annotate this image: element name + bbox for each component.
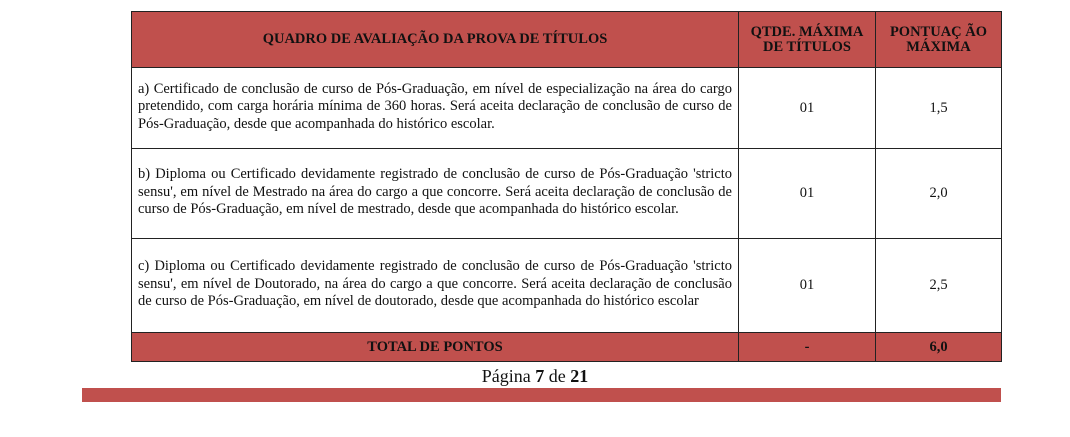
total-quantity: - <box>739 333 876 362</box>
row-description: a) Certificado de conclusão de curso de Pós-Graduação, em nível de especialização na área do cargo pretendido, com carga horária mínima de 360 horas. Será aceita declaração de conclusão de curso de Pós-Graduação, desde que acompanhada do histórico escolar. <box>132 68 739 149</box>
header-max-points: PONTUAÇ ÃO MÁXIMA <box>876 12 1002 68</box>
table-row <box>132 239 1002 333</box>
total-pages: 21 <box>570 366 589 386</box>
page-number <box>0 366 1070 387</box>
row-description: b) Diploma ou Certificado devidamente registrado de conclusão de curso de Pós-Graduação 'stricto sensu', em nível de Mestrado na área do cargo a que concorre. Será aceita declaração de conclusão de curso de Pós-Graduação, em nível de mestrado, desde que acompanhada do histórico escolar. <box>132 149 739 239</box>
table-header-row <box>132 12 1002 68</box>
table-row <box>132 68 1002 149</box>
page-separator: de <box>544 366 571 386</box>
row-description: c) Diploma ou Certificado devidamente registrado de conclusão de curso de Pós-Graduação 'stricto sensu', em nível de Doutorado, na área do cargo a que concorre. Será aceita declaração de conclusão de curso de Pós-Graduação, em nível de doutorado, desde que acompanhada do histórico escolar <box>132 239 739 333</box>
header-description: QUADRO DE AVALIAÇÃO DA PROVA DE TÍTULOS <box>132 12 739 68</box>
page-prefix: Página <box>481 366 536 386</box>
total-label: TOTAL DE PONTOS <box>132 333 739 362</box>
row-points: 2,5 <box>876 239 1002 333</box>
row-points: 2,0 <box>876 149 1002 239</box>
header-max-quantity: QTDE. MÁXIMA DE TÍTULOS <box>739 12 876 68</box>
row-quantity: 01 <box>739 239 876 333</box>
total-row <box>132 333 1002 362</box>
row-quantity: 01 <box>739 149 876 239</box>
total-points: 6,0 <box>876 333 1002 362</box>
footer-bar <box>82 388 1001 402</box>
titles-evaluation-table <box>131 11 1002 362</box>
table-row <box>132 149 1002 239</box>
current-page: 7 <box>535 366 545 386</box>
row-quantity: 01 <box>739 68 876 149</box>
row-points: 1,5 <box>876 68 1002 149</box>
